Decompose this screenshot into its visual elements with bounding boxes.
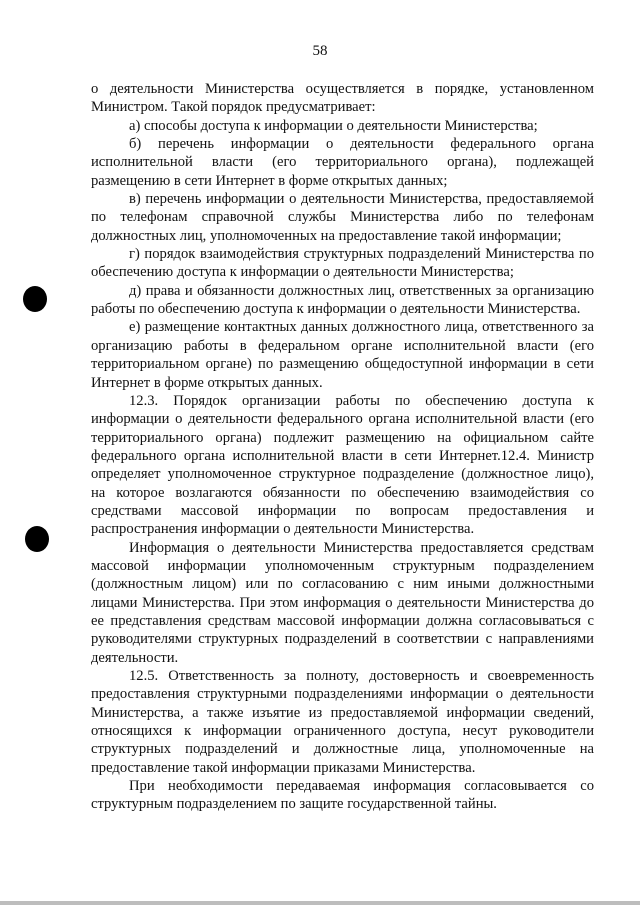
punch-hole-mark bbox=[23, 286, 47, 312]
section-12-5: 12.5. Ответственность за полноту, достоверность и своевременность предоставления структурными подразделениями информации о деятельности Министерства, а также изъятие из предоставляемой информации сведений, относящихся к информации ограниченного доступа, несут руководители структурных подразделений и должностные лица, уполномоченные на предоставление такой информации приказами Министерства. bbox=[91, 668, 594, 776]
section-12-3: 12.3. Порядок организации работы по обеспечению доступа к информации о деятельности федерального органа исполнительной власти (его территориального органа) подлежит размещению на официальном сайте федерального органа исполнительной власти в сети Интернет.12.4. Министр определяет уполномоченное структурное подразделение (должностное лицо), на которое возлагаются обязанности по обеспечению взаимодействия со средствами массовой информации по вопросам предоставления и распространения информации о деятельности Министерства. bbox=[91, 392, 594, 538]
scan-edge-line bbox=[0, 901, 640, 905]
list-item-a: а) способы доступа к информации о деятельности Министерства; bbox=[129, 117, 538, 134]
media-information-paragraph: Информация о деятельности Министерства предоставляется средствам массовой информации уполномоченным структурным подразделением (должностным лицом) или по согласованию с ним иными должностными лицами Министерства. При этом информация о деятельности Министерства до ее представления средствам массовой информации должна согласовываться с руководителями структурных подразделений в соответствии с направлениями деятельности. bbox=[91, 539, 594, 666]
paragraph-intro: о деятельности Министерства осуществляется в порядке, установленном Министром. Такой порядок предусматривает: bbox=[91, 81, 594, 116]
state-secret-paragraph: При необходимости передаваемая информация согласовывается со структурным подразделением по защите государственной тайны. bbox=[91, 778, 594, 813]
list-item-g: г) порядок взаимодействия структурных подразделений Министерства по обеспечению доступа к информации о деятельности Министерства; bbox=[91, 246, 594, 281]
punch-hole-mark bbox=[25, 526, 49, 552]
list-item-v: в) перечень информации о деятельности Министерства, предоставляемой по телефонам справочной службы Министерства либо по телефонам должностных лиц, уполномоченных на предоставление такой информации; bbox=[91, 191, 594, 244]
document-body bbox=[91, 80, 594, 814]
list-item-b: б) перечень информации о деятельности федерального органа исполнительной власти (его территориального органа), подлежащей размещению в сети Интернет в форме открытых данных; bbox=[91, 136, 594, 189]
page-number: 58 bbox=[312, 43, 328, 59]
list-item-e: е) размещение контактных данных должностного лица, ответственного за организацию работы в федеральном органе исполнительной власти (его территориальном органе) по размещению общедоступной информации в сети Интернет в форме открытых данных. bbox=[91, 319, 594, 391]
list-item-d: д) права и обязанности должностных лиц, ответственных за организацию работы по обеспечению доступа к информации о деятельности Министерства. bbox=[91, 282, 594, 318]
